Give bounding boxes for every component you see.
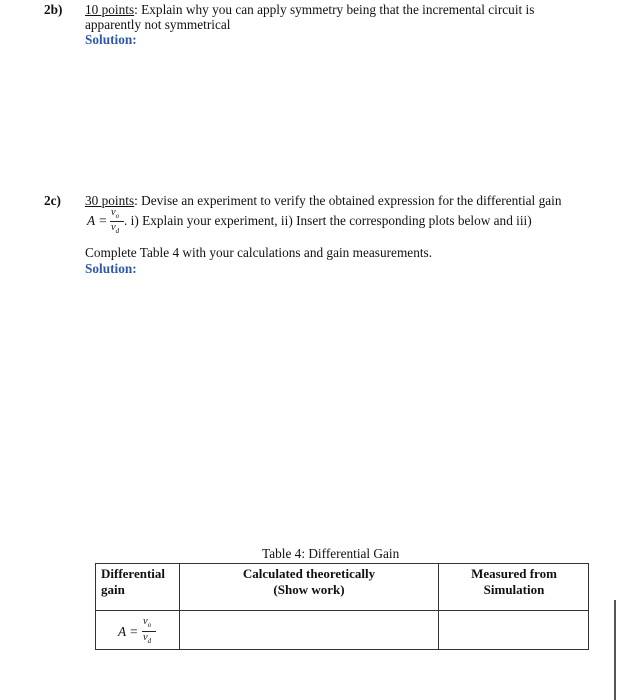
row-formula-den-sub: d: [147, 637, 152, 646]
header-col1-line1: Differential: [101, 566, 166, 581]
formula-den-sub: d: [115, 227, 120, 236]
formula-num-var: v: [111, 207, 116, 218]
question-2c-line2: . i) Explain your experiment, ii) Insert the corresponding plots below and iii): [124, 213, 532, 228]
row-formula-numerator: [143, 616, 151, 629]
header-col2-line1: Calculated theoretically: [242, 566, 376, 581]
differential-gain-table: [95, 563, 589, 650]
formula-numerator: [111, 207, 119, 220]
question-2c-solution-label: Solution:: [85, 261, 137, 276]
row-formula-den-var: v: [143, 632, 148, 643]
row-formula-lhs: A =: [118, 624, 139, 639]
header-measured-from-simulation: [439, 566, 589, 598]
formula-num-sub: o: [115, 212, 120, 221]
question-2b-points: 10 points: [85, 2, 135, 17]
cell-measured-value[interactable]: [439, 611, 588, 649]
question-2c-line3: Complete Table 4 with your calculations and gain measurements.: [85, 245, 433, 260]
row-formula-num-var: v: [143, 616, 148, 627]
question-2c-points: 30 points: [85, 193, 135, 208]
row-formula-num-sub: o: [147, 621, 152, 630]
row-formula-denominator: [143, 632, 151, 645]
table-caption: Table 4: Differential Gain: [262, 546, 400, 561]
question-number-2b: 2b): [44, 2, 63, 17]
header-calculated-theoretically: [180, 566, 438, 598]
formula-den-var: v: [111, 222, 116, 233]
question-2b-line2: apparently not symmetrical: [85, 17, 231, 32]
header-col1-line2: gain: [101, 582, 125, 597]
header-col3-line2: Simulation: [483, 582, 545, 597]
question-number-2c: 2c): [44, 193, 61, 208]
question-2c-line1: [85, 193, 561, 209]
header-col2-line2: (Show work): [273, 582, 345, 597]
cell-calculated-value[interactable]: [180, 611, 438, 649]
question-2c-text: : Devise an experiment to verify the obtained expression for the differential gain: [134, 193, 562, 208]
page-edge-line: [614, 600, 616, 700]
question-2b-solution-label: Solution:: [85, 32, 137, 47]
formula-lhs: A =: [87, 213, 108, 228]
question-2b-line1: [85, 2, 534, 18]
header-differential-gain: [101, 566, 165, 598]
formula-denominator: [111, 222, 119, 235]
question-2b-text: : Explain why you can apply symmetry being that the incremental circuit is: [134, 2, 535, 17]
header-col3-line1: Measured from: [471, 566, 557, 581]
